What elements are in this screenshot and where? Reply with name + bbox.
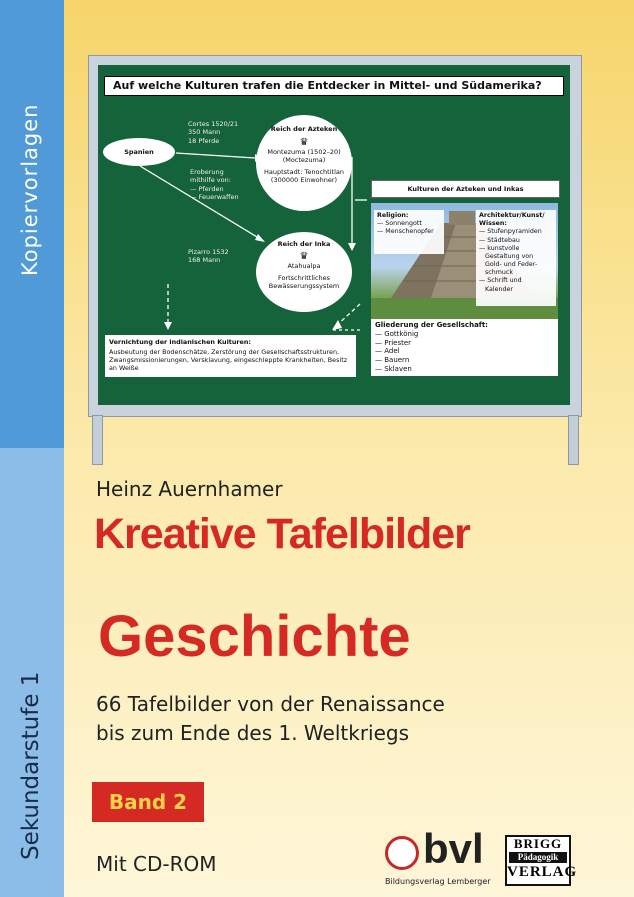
book-title-line2: Geschichte: [98, 604, 411, 669]
architektur-item: — Städtebau: [479, 236, 520, 244]
architektur-title: Architektur/Kunst/ Wissen:: [479, 212, 545, 228]
node-inka: [256, 232, 352, 312]
book-subtitle: [96, 690, 445, 748]
inka-system: Fortschrittliches Bewässerungssystem: [268, 274, 340, 290]
inka-ruler: Atahualpa: [287, 262, 321, 270]
vernichtung-title: Vernichtung der indianischen Kulturen:: [109, 338, 251, 346]
node-spanien: Spanien: [103, 138, 175, 166]
subtitle-line2: bis zum Ende des 1. Weltkriegs: [96, 721, 410, 745]
inka-crown-icon: ♛: [299, 251, 309, 262]
azteken-capital: Hauptstadt: Tenochtitlan (300000 Einwohner): [264, 168, 344, 184]
architektur-item: — Stufenpyramiden: [479, 228, 542, 236]
author-name: Heinz Auernhamer: [96, 477, 283, 501]
azteken-title: Reich der Azteken: [270, 125, 338, 133]
board-question: Auf welche Kulturen trafen die Entdecker in Mittel- und Südamerika?: [104, 76, 564, 96]
text-pizarro: Pizarro 1532 168 Mann: [188, 248, 229, 265]
vernichtung-box: [105, 335, 356, 377]
kulturen-header: Kulturen der Azteken und Inkas: [371, 180, 560, 198]
gliederung-item: — Sklaven: [375, 364, 412, 373]
brigg-paedagogik: Pädagogik: [509, 852, 567, 863]
lion-icon: [385, 836, 419, 870]
religion-box: [374, 210, 444, 254]
azteken-ruler: Montezuma (1502–20) (Moctezuma): [267, 148, 341, 164]
architektur-item: — kunstvolle Gestaltung von Gold- und Feder- schmuck: [479, 244, 538, 277]
vernichtung-text: Ausbeutung der Bodenschätze, Zerstörung der Gesellschaftsstrukturen, Zwangsmissionierungen, Versklavung, eingeschleppte Krankheiten, Besitz an Weiße: [109, 348, 348, 372]
religion-item: — Menschenopfer: [377, 228, 434, 236]
gliederung-item: — Bauern: [375, 356, 410, 364]
band-badge: Band 2: [92, 782, 204, 822]
gliederung-box: [371, 319, 558, 376]
religion-title: Religion:: [377, 212, 409, 219]
inka-title: Reich der Inka: [277, 240, 331, 248]
text-eroberung: Eroberung mithilfe von: — Pferden — Feuerwaffen: [190, 168, 239, 202]
cdrom-label: Mit CD-ROM: [96, 852, 217, 876]
architektur-item: — Schrift und Kalender: [479, 277, 522, 293]
azteken-crown-icon: ♛: [299, 137, 309, 148]
gliederung-item: — Adel: [375, 347, 400, 356]
bvl-logo: [385, 825, 501, 888]
spine-label-sekundarstufe: Sekundarstufe 1: [18, 671, 44, 860]
node-azteken: [256, 115, 352, 211]
gliederung-item: — Gottkönig: [375, 329, 419, 338]
brigg-word: BRIGG: [513, 836, 563, 851]
bvl-wordmark: bvl: [423, 825, 484, 872]
spine-label-kopiervorlagen: Kopiervorlagen: [18, 103, 42, 276]
text-cortes: Cortes 1520/21 350 Mann 18 Pferde: [188, 120, 239, 145]
bvl-subtitle: Bildungsverlag Lemberger: [385, 877, 491, 886]
architektur-box: [476, 210, 556, 306]
gliederung-title: Gliederung der Gesellschaft:: [375, 321, 488, 329]
religion-item: — Sonnengott: [377, 220, 422, 228]
brigg-logo: [505, 835, 578, 886]
gliederung-item: — Priester: [375, 338, 412, 347]
book-title-line1: Kreative Tafelbilder: [94, 510, 470, 558]
subtitle-line1: 66 Tafelbilder von der Renaissance: [96, 692, 445, 716]
brigg-verlag: VERLAG: [507, 864, 578, 880]
